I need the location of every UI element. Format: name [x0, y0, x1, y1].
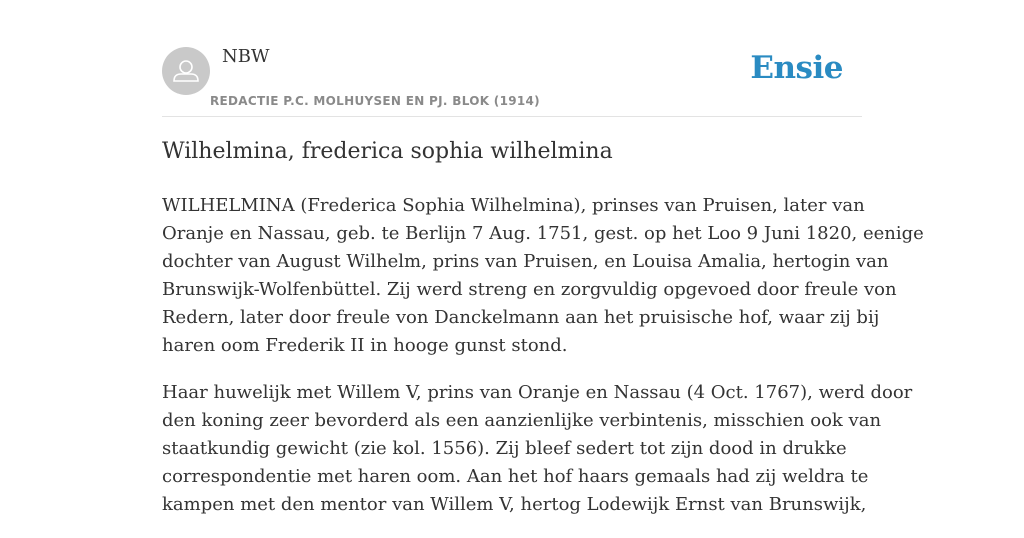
page-title: Wilhelmina, frederica sophia wilhelmina [162, 139, 613, 164]
article-body [162, 192, 924, 538]
paragraph-line: Redern, later door freule von Danckelmann aan het pruisische hof, waar zij bij [162, 307, 880, 328]
paragraph-line: Brunswijk-Wolfenbüttel. Zij werd streng en zorgvuldig opgevoed door freule von [162, 279, 897, 300]
paragraph-line: Haar huwelijk met Willem V, prins van Oranje en Nassau (4 Oct. 1767), werd door [162, 382, 913, 403]
paragraph-line: den koning zeer bevorderd als een aanzienlijke verbintenis, misschien ook van [162, 410, 882, 431]
author-name[interactable]: NBW [222, 46, 270, 67]
paragraph-line: dochter van August Wilhelm, prins van Pruisen, en Louisa Amalia, hertogin van [162, 251, 889, 272]
paragraph-line: Oranje en Nassau, geb. te Berlijn 7 Aug. 1751, gest. op het Loo 9 Juni 1820, eenige [162, 223, 924, 244]
paragraph-line: WILHELMINA (Frederica Sophia Wilhelmina), prinses van Pruisen, later van [162, 195, 865, 216]
paragraph-line: correspondentie met haren oom. Aan het hof haars gemaals had zij weldra te [162, 466, 869, 487]
paragraph-line: staatkundig gewicht (zie kol. 1556). Zij bleef sedert tot zijn dood in drukke [162, 438, 847, 459]
article-header [162, 0, 862, 117]
ensie-logo[interactable]: Ensie [750, 50, 843, 86]
paragraph-line: haren oom Frederik II in hooge gunst stond. [162, 335, 568, 356]
author-avatar[interactable] [162, 47, 210, 95]
paragraph-line: kampen met den mentor van Willem V, hertog Lodewijk Ernst van Brunswijk, [162, 494, 867, 515]
user-icon [162, 47, 210, 95]
source-label: REDACTIE P.C. MOLHUYSEN EN PJ. BLOK (1914) [210, 94, 540, 108]
paragraph-1 [162, 192, 924, 360]
page [162, 0, 924, 515]
paragraph-2 [162, 379, 913, 519]
